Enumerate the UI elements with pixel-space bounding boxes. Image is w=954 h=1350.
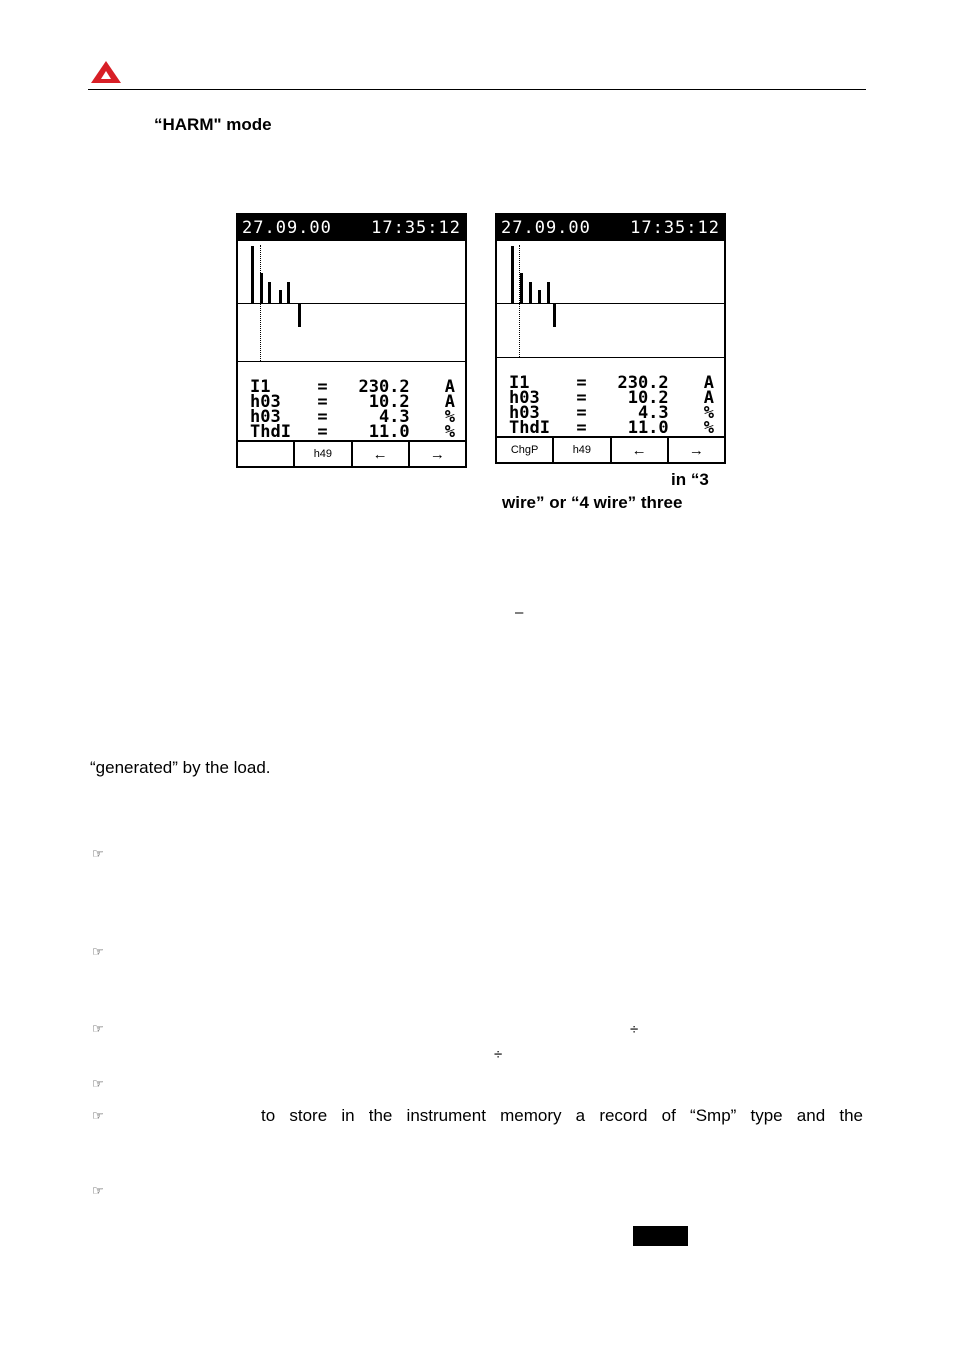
harmonic-bar bbox=[529, 282, 532, 303]
pointing-hand-icon: ☞ bbox=[92, 846, 104, 861]
right-arrow-softkey[interactable]: → bbox=[688, 441, 704, 459]
pointing-hand-icon: ☞ bbox=[92, 944, 104, 959]
section-title: “HARM" mode bbox=[154, 115, 272, 134]
left-arrow-softkey[interactable]: ← bbox=[353, 442, 410, 466]
harmonic-bar bbox=[251, 246, 254, 303]
screen-status-bar bbox=[238, 215, 465, 241]
reading-row: I1 = 230.2 A bbox=[509, 373, 714, 393]
screen-time: 17:35:12 bbox=[371, 218, 461, 238]
pointing-hand-icon: ☞ bbox=[92, 1021, 104, 1036]
softkey-h49[interactable]: h49 bbox=[295, 442, 352, 466]
reading-row: h03 = 4.3 % bbox=[250, 407, 455, 427]
screen-date: 27.09.00 bbox=[501, 218, 591, 238]
graph-zero-line bbox=[497, 303, 724, 304]
harmonic-bar bbox=[279, 290, 282, 303]
graph-zero-line bbox=[238, 303, 465, 304]
reading-row: ThdI = 11.0 % bbox=[250, 422, 455, 442]
pointing-hand-icon: ☞ bbox=[92, 1076, 104, 1091]
figure-caption-line-1: in “3 bbox=[671, 470, 709, 489]
reading-row: I1 = 230.2 A bbox=[250, 377, 455, 397]
readings-panel bbox=[238, 362, 465, 440]
divide-sign: ÷ bbox=[494, 1046, 503, 1063]
harmonic-bar bbox=[298, 304, 301, 327]
harmonic-bar bbox=[547, 282, 550, 303]
harmonic-bar bbox=[553, 304, 556, 327]
reading-row: ThdI = 11.0 % bbox=[509, 418, 714, 438]
harmonic-bar bbox=[538, 290, 541, 303]
harmonic-cursor bbox=[260, 245, 261, 361]
warning-triangle-icon bbox=[90, 60, 122, 84]
readings-panel bbox=[497, 358, 724, 436]
divide-sign: ÷ bbox=[630, 1021, 639, 1038]
pointing-hand-icon: ☞ bbox=[92, 1108, 104, 1123]
reading-row: h03 = 4.3 % bbox=[509, 403, 714, 423]
harmonic-bar-graph bbox=[497, 241, 724, 358]
reading-row: h03 = 10.2 A bbox=[250, 392, 455, 412]
instrument-screen-2 bbox=[495, 213, 726, 464]
generated-text: “generated” by the load. bbox=[90, 758, 271, 777]
screen-date: 27.09.00 bbox=[242, 218, 332, 238]
redacted-key-box bbox=[633, 1226, 688, 1246]
harmonic-bar bbox=[511, 246, 514, 303]
instrument-screen-1 bbox=[236, 213, 467, 468]
harmonic-bar bbox=[520, 273, 523, 303]
pointing-hand-icon: ☞ bbox=[92, 1183, 104, 1198]
softkey-1[interactable] bbox=[238, 442, 295, 466]
harmonic-bar-graph bbox=[238, 241, 465, 362]
softkey-bar bbox=[238, 440, 465, 466]
screen-time: 17:35:12 bbox=[630, 218, 720, 238]
screen-status-bar bbox=[497, 215, 724, 241]
harmonic-bar bbox=[287, 282, 290, 303]
softkey-chgp[interactable]: ChgP bbox=[497, 438, 554, 462]
store-record-text: to store in the instrument memory a record of “Smp” type and the bbox=[261, 1106, 863, 1125]
left-arrow-softkey[interactable]: ← bbox=[612, 438, 669, 462]
figure-caption-line-2: wire” or “4 wire” three bbox=[502, 493, 683, 512]
harmonic-bar bbox=[268, 282, 271, 303]
right-arrow-softkey[interactable]: → bbox=[429, 445, 445, 463]
softkey-h49[interactable]: h49 bbox=[554, 438, 611, 462]
dash-fragment: – bbox=[515, 604, 524, 621]
harmonic-bar bbox=[260, 273, 263, 303]
softkey-bar bbox=[497, 436, 724, 462]
header-rule bbox=[88, 89, 866, 90]
reading-row: h03 = 10.2 A bbox=[509, 388, 714, 408]
